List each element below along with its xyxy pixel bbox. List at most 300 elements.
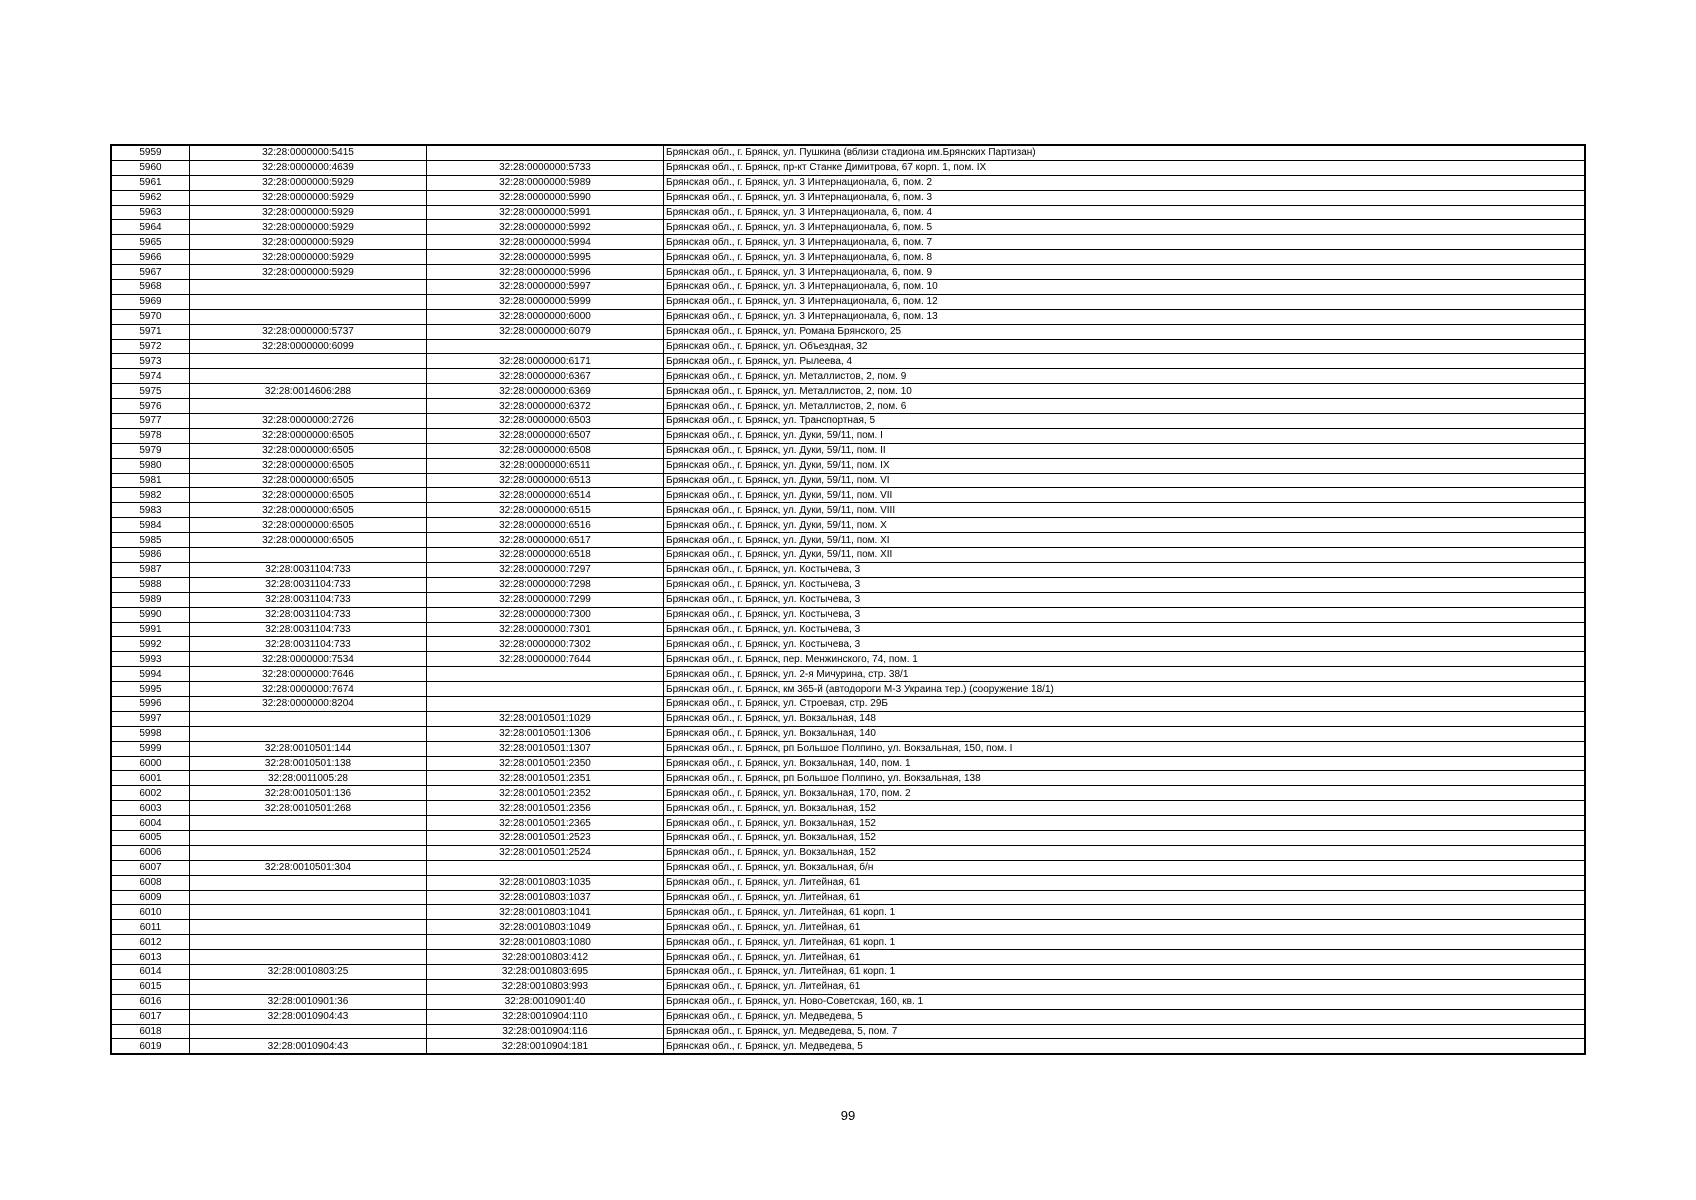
address-cell: Брянская обл., г. Брянск, ул. Пушкина (вблизи стадиона им.Брянских Партизан) (664, 145, 1586, 160)
cadastral-number-cell (190, 875, 427, 890)
table-row (111, 786, 1585, 801)
table-row (111, 860, 1585, 875)
row-number-cell: 5972 (111, 339, 190, 354)
table-row (111, 905, 1585, 920)
row-number-cell: 6009 (111, 890, 190, 905)
row-number-cell: 5962 (111, 190, 190, 205)
cadastral-registry-table (110, 144, 1586, 1055)
cadastral-number-cell: 32:28:0000000:7674 (190, 682, 427, 697)
row-number-cell: 6014 (111, 964, 190, 979)
table-row (111, 443, 1585, 458)
cadastral-number-cell: 32:28:0010501:138 (190, 756, 427, 771)
address-cell: Брянская обл., г. Брянск, ул. Металлистов, 2, пом. 6 (664, 399, 1586, 414)
address-cell: Брянская обл., г. Брянск, ул. Вокзальная, 170, пом. 2 (664, 786, 1586, 801)
table-row (111, 205, 1585, 220)
row-number-cell: 5959 (111, 145, 190, 160)
object-cadastral-number-cell: 32:28:0000000:6000 (427, 309, 664, 324)
object-cadastral-number-cell: 32:28:0010803:1080 (427, 935, 664, 950)
page-number: 99 (840, 1108, 856, 1123)
row-number-cell: 5983 (111, 503, 190, 518)
table-row (111, 145, 1585, 160)
address-cell: Брянская обл., г. Брянск, ул. Литейная, 61 (664, 920, 1586, 935)
row-number-cell: 6006 (111, 845, 190, 860)
object-cadastral-number-cell: 32:28:0000000:5996 (427, 265, 664, 280)
object-cadastral-number-cell: 32:28:0000000:5994 (427, 235, 664, 250)
cadastral-number-cell: 32:28:0010501:304 (190, 860, 427, 875)
row-number-cell: 6010 (111, 905, 190, 920)
cadastral-number-cell: 32:28:0000000:5929 (190, 265, 427, 280)
row-number-cell: 6001 (111, 771, 190, 786)
object-cadastral-number-cell (427, 682, 664, 697)
address-cell: Брянская обл., г. Брянск, ул. Медведева, 5 (664, 1039, 1586, 1054)
table-row (111, 1039, 1585, 1054)
table-row (111, 324, 1585, 339)
cadastral-number-cell (190, 950, 427, 965)
table-row (111, 801, 1585, 816)
row-number-cell: 5970 (111, 309, 190, 324)
table-row (111, 682, 1585, 697)
cadastral-number-cell (190, 816, 427, 831)
row-number-cell: 6019 (111, 1039, 190, 1054)
cadastral-number-cell: 32:28:0000000:6505 (190, 488, 427, 503)
table-row (111, 994, 1585, 1009)
cadastral-number-cell: 32:28:0010501:144 (190, 741, 427, 756)
table-row (111, 622, 1585, 637)
address-cell: Брянская обл., г. Брянск, ул. Костычева, 3 (664, 622, 1586, 637)
table-row (111, 920, 1585, 935)
address-cell: Брянская обл., г. Брянск, ул. Вокзальная, 152 (664, 845, 1586, 860)
row-number-cell: 5980 (111, 458, 190, 473)
cadastral-number-cell (190, 369, 427, 384)
object-cadastral-number-cell: 32:28:0000000:6508 (427, 443, 664, 458)
table-row (111, 771, 1585, 786)
address-cell: Брянская обл., г. Брянск, ул. 3 Интернационала, 6, пом. 8 (664, 250, 1586, 265)
address-cell: Брянская обл., г. Брянск, ул. Дуки, 59/11, пом. VIII (664, 503, 1586, 518)
row-number-cell: 5965 (111, 235, 190, 250)
cadastral-number-cell: 32:28:0000000:6505 (190, 458, 427, 473)
object-cadastral-number-cell: 32:28:0000000:7298 (427, 577, 664, 592)
table-row (111, 607, 1585, 622)
address-cell: Брянская обл., г. Брянск, ул. Строевая, стр. 29Б (664, 696, 1586, 711)
table-row (111, 428, 1585, 443)
cadastral-number-cell: 32:28:0000000:5929 (190, 175, 427, 190)
object-cadastral-number-cell: 32:28:0000000:6372 (427, 399, 664, 414)
cadastral-number-cell (190, 1024, 427, 1039)
table-row (111, 399, 1585, 414)
address-cell: Брянская обл., г. Брянск, ул. Литейная, 61 корп. 1 (664, 964, 1586, 979)
object-cadastral-number-cell: 32:28:0000000:7299 (427, 592, 664, 607)
cadastral-number-cell: 32:28:0000000:6505 (190, 428, 427, 443)
cadastral-number-cell (190, 711, 427, 726)
address-cell: Брянская обл., г. Брянск, ул. Вокзальная, 140, пом. 1 (664, 756, 1586, 771)
row-number-cell: 5987 (111, 562, 190, 577)
table-row (111, 235, 1585, 250)
cadastral-number-cell: 32:28:0010501:136 (190, 786, 427, 801)
row-number-cell: 5997 (111, 711, 190, 726)
row-number-cell: 5985 (111, 533, 190, 548)
table-row (111, 845, 1585, 860)
cadastral-number-cell (190, 920, 427, 935)
table-row (111, 220, 1585, 235)
object-cadastral-number-cell: 32:28:0000000:6515 (427, 503, 664, 518)
row-number-cell: 6011 (111, 920, 190, 935)
address-cell: Брянская обл., г. Брянск, ул. Дуки, 59/11, пом. VI (664, 473, 1586, 488)
cadastral-number-cell: 32:28:0010904:43 (190, 1039, 427, 1054)
object-cadastral-number-cell: 32:28:0000000:5997 (427, 280, 664, 295)
address-cell: Брянская обл., г. Брянск, ул. Медведева, 5 (664, 1009, 1586, 1024)
address-cell: Брянская обл., г. Брянск, ул. Костычева, 3 (664, 637, 1586, 652)
address-cell: Брянская обл., г. Брянск, ул. Литейная, 61 (664, 875, 1586, 890)
address-cell: Брянская обл., г. Брянск, ул. Вокзальная, 152 (664, 830, 1586, 845)
table-row (111, 875, 1585, 890)
row-number-cell: 5967 (111, 265, 190, 280)
object-cadastral-number-cell: 32:28:0000000:6367 (427, 369, 664, 384)
table-row (111, 414, 1585, 429)
address-cell: Брянская обл., г. Брянск, ул. Вокзальная, б/н (664, 860, 1586, 875)
cadastral-number-cell: 32:28:0031104:733 (190, 622, 427, 637)
object-cadastral-number-cell: 32:28:0010803:1037 (427, 890, 664, 905)
table-row (111, 637, 1585, 652)
object-cadastral-number-cell: 32:28:0000000:6369 (427, 384, 664, 399)
cadastral-number-cell (190, 905, 427, 920)
object-cadastral-number-cell (427, 860, 664, 875)
cadastral-number-cell: 32:28:0031104:733 (190, 562, 427, 577)
row-number-cell: 5979 (111, 443, 190, 458)
table-row (111, 503, 1585, 518)
row-number-cell: 6017 (111, 1009, 190, 1024)
table-row (111, 1024, 1585, 1039)
table-row (111, 369, 1585, 384)
row-number-cell: 5993 (111, 652, 190, 667)
table-row (111, 339, 1585, 354)
table-row (111, 935, 1585, 950)
object-cadastral-number-cell: 32:28:0010501:2352 (427, 786, 664, 801)
table-row (111, 473, 1585, 488)
address-cell: Брянская обл., г. Брянск, ул. Транспортная, 5 (664, 414, 1586, 429)
object-cadastral-number-cell: 32:28:0000000:5992 (427, 220, 664, 235)
object-cadastral-number-cell: 32:28:0000000:6513 (427, 473, 664, 488)
table-row (111, 280, 1585, 295)
cadastral-number-cell (190, 294, 427, 309)
table-row (111, 175, 1585, 190)
row-number-cell: 5981 (111, 473, 190, 488)
row-number-cell: 5961 (111, 175, 190, 190)
address-cell: Брянская обл., г. Брянск, ул. 2-я Мичурина, стр. 38/1 (664, 667, 1586, 682)
row-number-cell: 5994 (111, 667, 190, 682)
table-row (111, 458, 1585, 473)
row-number-cell: 5992 (111, 637, 190, 652)
cadastral-number-cell (190, 280, 427, 295)
row-number-cell: 5986 (111, 548, 190, 563)
cadastral-number-cell (190, 309, 427, 324)
address-cell: Брянская обл., г. Брянск, рп Большое Полпино, ул. Вокзальная, 150, пом. I (664, 741, 1586, 756)
cadastral-number-cell: 32:28:0000000:5929 (190, 235, 427, 250)
object-cadastral-number-cell: 32:28:0010803:1035 (427, 875, 664, 890)
row-number-cell: 5995 (111, 682, 190, 697)
object-cadastral-number-cell: 32:28:0000000:6079 (427, 324, 664, 339)
address-cell: Брянская обл., г. Брянск, ул. Объездная, 32 (664, 339, 1586, 354)
address-cell: Брянская обл., г. Брянск, ул. Костычева, 3 (664, 592, 1586, 607)
cadastral-number-cell: 32:28:0000000:6505 (190, 518, 427, 533)
object-cadastral-number-cell: 32:28:0010904:181 (427, 1039, 664, 1054)
address-cell: Брянская обл., г. Брянск, ул. Дуки, 59/11, пом. XII (664, 548, 1586, 563)
object-cadastral-number-cell: 32:28:0000000:7644 (427, 652, 664, 667)
table-row (111, 548, 1585, 563)
object-cadastral-number-cell (427, 667, 664, 682)
table-row (111, 309, 1585, 324)
table-row (111, 1009, 1585, 1024)
row-number-cell: 5989 (111, 592, 190, 607)
address-cell: Брянская обл., г. Брянск, ул. 3 Интернационала, 6, пом. 13 (664, 309, 1586, 324)
address-cell: Брянская обл., г. Брянск, ул. Вокзальная, 140 (664, 726, 1586, 741)
table-row (111, 354, 1585, 369)
address-cell: Брянская обл., г. Брянск, ул. Вокзальная, 148 (664, 711, 1586, 726)
object-cadastral-number-cell (427, 145, 664, 160)
cadastral-number-cell: 32:28:0000000:5929 (190, 190, 427, 205)
cadastral-number-cell: 32:28:0011005:28 (190, 771, 427, 786)
row-number-cell: 6018 (111, 1024, 190, 1039)
object-cadastral-number-cell: 32:28:0000000:6171 (427, 354, 664, 369)
address-cell: Брянская обл., г. Брянск, ул. Дуки, 59/11, пом. IX (664, 458, 1586, 473)
object-cadastral-number-cell: 32:28:0010803:1049 (427, 920, 664, 935)
object-cadastral-number-cell: 32:28:0010501:2350 (427, 756, 664, 771)
address-cell: Брянская обл., г. Брянск, ул. 3 Интернационала, 6, пом. 7 (664, 235, 1586, 250)
cadastral-number-cell: 32:28:0031104:733 (190, 607, 427, 622)
table-row (111, 696, 1585, 711)
address-cell: Брянская обл., г. Брянск, ул. Костычева, 3 (664, 577, 1586, 592)
table-row (111, 533, 1585, 548)
object-cadastral-number-cell (427, 696, 664, 711)
table-row (111, 964, 1585, 979)
row-number-cell: 5971 (111, 324, 190, 339)
row-number-cell: 5976 (111, 399, 190, 414)
object-cadastral-number-cell: 32:28:0000000:6517 (427, 533, 664, 548)
table-row (111, 518, 1585, 533)
row-number-cell: 6013 (111, 950, 190, 965)
table-row (111, 950, 1585, 965)
address-cell: Брянская обл., г. Брянск, ул. 3 Интернационала, 6, пом. 10 (664, 280, 1586, 295)
object-cadastral-number-cell: 32:28:0010501:1029 (427, 711, 664, 726)
object-cadastral-number-cell: 32:28:0000000:6511 (427, 458, 664, 473)
cadastral-number-cell: 32:28:0000000:5415 (190, 145, 427, 160)
object-cadastral-number-cell: 32:28:0010501:2351 (427, 771, 664, 786)
table-row (111, 756, 1585, 771)
row-number-cell: 5973 (111, 354, 190, 369)
row-number-cell: 5984 (111, 518, 190, 533)
object-cadastral-number-cell: 32:28:0010501:2356 (427, 801, 664, 816)
object-cadastral-number-cell: 32:28:0010803:695 (427, 964, 664, 979)
cadastral-number-cell: 32:28:0000000:6505 (190, 443, 427, 458)
address-cell: Брянская обл., г. Брянск, ул. Металлистов, 2, пом. 9 (664, 369, 1586, 384)
row-number-cell: 6003 (111, 801, 190, 816)
row-number-cell: 6004 (111, 816, 190, 831)
address-cell: Брянская обл., г. Брянск, ул. Дуки, 59/11, пом. XI (664, 533, 1586, 548)
cadastral-number-cell: 32:28:0000000:2726 (190, 414, 427, 429)
object-cadastral-number-cell: 32:28:0000000:5989 (427, 175, 664, 190)
row-number-cell: 5988 (111, 577, 190, 592)
object-cadastral-number-cell: 32:28:0000000:5990 (427, 190, 664, 205)
row-number-cell: 6015 (111, 979, 190, 994)
table-row (111, 816, 1585, 831)
address-cell: Брянская обл., г. Брянск, пер. Менжинского, 74, пом. 1 (664, 652, 1586, 667)
cadastral-number-cell (190, 548, 427, 563)
address-cell: Брянская обл., г. Брянск, пр-кт Станке Димитрова, 67 корп. 1, пом. IX (664, 160, 1586, 175)
address-cell: Брянская обл., г. Брянск, ул. Литейная, 61 корп. 1 (664, 935, 1586, 950)
cadastral-number-cell: 32:28:0000000:6505 (190, 503, 427, 518)
cadastral-number-cell (190, 354, 427, 369)
cadastral-number-cell: 32:28:0031104:733 (190, 592, 427, 607)
cadastral-number-cell: 32:28:0010501:268 (190, 801, 427, 816)
table-row (111, 160, 1585, 175)
address-cell: Брянская обл., г. Брянск, ул. Литейная, 61 (664, 890, 1586, 905)
table-row (111, 979, 1585, 994)
cadastral-number-cell: 32:28:0031104:733 (190, 637, 427, 652)
object-cadastral-number-cell: 32:28:0000000:6503 (427, 414, 664, 429)
object-cadastral-number-cell: 32:28:0010803:412 (427, 950, 664, 965)
row-number-cell: 5964 (111, 220, 190, 235)
object-cadastral-number-cell: 32:28:0010501:2365 (427, 816, 664, 831)
row-number-cell: 6000 (111, 756, 190, 771)
cadastral-number-cell: 32:28:0000000:8204 (190, 696, 427, 711)
address-cell: Брянская обл., г. Брянск, ул. Ново-Советская, 160, кв. 1 (664, 994, 1586, 1009)
address-cell: Брянская обл., г. Брянск, ул. Рылеева, 4 (664, 354, 1586, 369)
row-number-cell: 5991 (111, 622, 190, 637)
cadastral-number-cell (190, 726, 427, 741)
object-cadastral-number-cell: 32:28:0010803:993 (427, 979, 664, 994)
object-cadastral-number-cell: 32:28:0000000:5995 (427, 250, 664, 265)
object-cadastral-number-cell: 32:28:0000000:7301 (427, 622, 664, 637)
table-row (111, 890, 1585, 905)
cadastral-number-cell: 32:28:0000000:7534 (190, 652, 427, 667)
cadastral-number-cell (190, 399, 427, 414)
cadastral-number-cell (190, 845, 427, 860)
table-row (111, 726, 1585, 741)
object-cadastral-number-cell: 32:28:0000000:7297 (427, 562, 664, 577)
cadastral-number-cell: 32:28:0010904:43 (190, 1009, 427, 1024)
address-cell: Брянская обл., г. Брянск, ул. 3 Интернационала, 6, пом. 5 (664, 220, 1586, 235)
object-cadastral-number-cell: 32:28:0000000:5991 (427, 205, 664, 220)
address-cell: Брянская обл., г. Брянск, ул. Литейная, 61 корп. 1 (664, 905, 1586, 920)
row-number-cell: 6002 (111, 786, 190, 801)
row-number-cell: 5978 (111, 428, 190, 443)
row-number-cell: 6012 (111, 935, 190, 950)
cadastral-number-cell: 32:28:0000000:5737 (190, 324, 427, 339)
cadastral-number-cell (190, 890, 427, 905)
object-cadastral-number-cell: 32:28:0010904:110 (427, 1009, 664, 1024)
address-cell: Брянская обл., г. Брянск, ул. Костычева, 3 (664, 607, 1586, 622)
cadastral-number-cell (190, 979, 427, 994)
address-cell: Брянская обл., г. Брянск, ул. Дуки, 59/11, пом. II (664, 443, 1586, 458)
cadastral-number-cell (190, 830, 427, 845)
row-number-cell: 5999 (111, 741, 190, 756)
object-cadastral-number-cell: 32:28:0010501:2524 (427, 845, 664, 860)
cadastral-number-cell: 32:28:0000000:6505 (190, 533, 427, 548)
row-number-cell: 6005 (111, 830, 190, 845)
address-cell: Брянская обл., г. Брянск, ул. Вокзальная, 152 (664, 801, 1586, 816)
cadastral-number-cell: 32:28:0000000:4639 (190, 160, 427, 175)
object-cadastral-number-cell: 32:28:0000000:6516 (427, 518, 664, 533)
address-cell: Брянская обл., г. Брянск, ул. 3 Интернационала, 6, пом. 9 (664, 265, 1586, 280)
address-cell: Брянская обл., г. Брянск, ул. Металлистов, 2, пом. 10 (664, 384, 1586, 399)
address-cell: Брянская обл., г. Брянск, ул. Дуки, 59/11, пом. VII (664, 488, 1586, 503)
address-cell: Брянская обл., г. Брянск, ул. Литейная, 61 (664, 979, 1586, 994)
table-row (111, 741, 1585, 756)
cadastral-number-cell: 32:28:0000000:5929 (190, 250, 427, 265)
row-number-cell: 6007 (111, 860, 190, 875)
table-row (111, 592, 1585, 607)
address-cell: Брянская обл., г. Брянск, ул. Костычева, 3 (664, 562, 1586, 577)
cadastral-number-cell: 32:28:0000000:5929 (190, 205, 427, 220)
address-cell: Брянская обл., г. Брянск, ул. Дуки, 59/11, пом. X (664, 518, 1586, 533)
address-cell: Брянская обл., г. Брянск, ул. 3 Интернационала, 6, пом. 3 (664, 190, 1586, 205)
address-cell: Брянская обл., г. Брянск, ул. Литейная, 61 (664, 950, 1586, 965)
address-cell: Брянская обл., г. Брянск, ул. 3 Интернационала, 6, пом. 2 (664, 175, 1586, 190)
address-cell: Брянская обл., г. Брянск, рп Большое Полпино, ул. Вокзальная, 138 (664, 771, 1586, 786)
row-number-cell: 5960 (111, 160, 190, 175)
table-row (111, 667, 1585, 682)
row-number-cell: 5982 (111, 488, 190, 503)
cadastral-number-cell (190, 935, 427, 950)
object-cadastral-number-cell: 32:28:0010501:1306 (427, 726, 664, 741)
table-row (111, 562, 1585, 577)
object-cadastral-number-cell: 32:28:0000000:7300 (427, 607, 664, 622)
cadastral-number-cell: 32:28:0014606:288 (190, 384, 427, 399)
row-number-cell: 5977 (111, 414, 190, 429)
object-cadastral-number-cell: 32:28:0010901:40 (427, 994, 664, 1009)
address-cell: Брянская обл., г. Брянск, ул. Романа Брянского, 25 (664, 324, 1586, 339)
cadastral-number-cell: 32:28:0010901:36 (190, 994, 427, 1009)
registry-table-body (111, 145, 1585, 1054)
row-number-cell: 5974 (111, 369, 190, 384)
address-cell: Брянская обл., г. Брянск, ул. Медведева, 5, пом. 7 (664, 1024, 1586, 1039)
cadastral-number-cell: 32:28:0031104:733 (190, 577, 427, 592)
row-number-cell: 5968 (111, 280, 190, 295)
cadastral-number-cell: 32:28:0010803:25 (190, 964, 427, 979)
row-number-cell: 5975 (111, 384, 190, 399)
table-row (111, 830, 1585, 845)
table-row (111, 488, 1585, 503)
object-cadastral-number-cell: 32:28:0000000:6507 (427, 428, 664, 443)
table-row (111, 652, 1585, 667)
cadastral-number-cell: 32:28:0000000:7646 (190, 667, 427, 682)
row-number-cell: 5996 (111, 696, 190, 711)
cadastral-number-cell: 32:28:0000000:5929 (190, 220, 427, 235)
row-number-cell: 6008 (111, 875, 190, 890)
object-cadastral-number-cell: 32:28:0000000:5999 (427, 294, 664, 309)
table-row (111, 294, 1585, 309)
table-row (111, 711, 1585, 726)
cadastral-number-cell: 32:28:0000000:6099 (190, 339, 427, 354)
table-row (111, 265, 1585, 280)
row-number-cell: 5966 (111, 250, 190, 265)
object-cadastral-number-cell: 32:28:0010501:2523 (427, 830, 664, 845)
address-cell: Брянская обл., г. Брянск, ул. 3 Интернационала, 6, пом. 12 (664, 294, 1586, 309)
object-cadastral-number-cell: 32:28:0000000:7302 (427, 637, 664, 652)
address-cell: Брянская обл., г. Брянск, ул. Дуки, 59/11, пом. I (664, 428, 1586, 443)
object-cadastral-number-cell: 32:28:0000000:6514 (427, 488, 664, 503)
object-cadastral-number-cell: 32:28:0000000:6518 (427, 548, 664, 563)
table-row (111, 384, 1585, 399)
table-row (111, 250, 1585, 265)
table-row (111, 190, 1585, 205)
address-cell: Брянская обл., г. Брянск, км 365-й (автодороги М-3 Украина тер.) (сооружение 18/1) (664, 682, 1586, 697)
object-cadastral-number-cell: 32:28:0000000:5733 (427, 160, 664, 175)
address-cell: Брянская обл., г. Брянск, ул. Вокзальная, 152 (664, 816, 1586, 831)
row-number-cell: 5990 (111, 607, 190, 622)
row-number-cell: 5969 (111, 294, 190, 309)
address-cell: Брянская обл., г. Брянск, ул. 3 Интернационала, 6, пом. 4 (664, 205, 1586, 220)
row-number-cell: 5963 (111, 205, 190, 220)
